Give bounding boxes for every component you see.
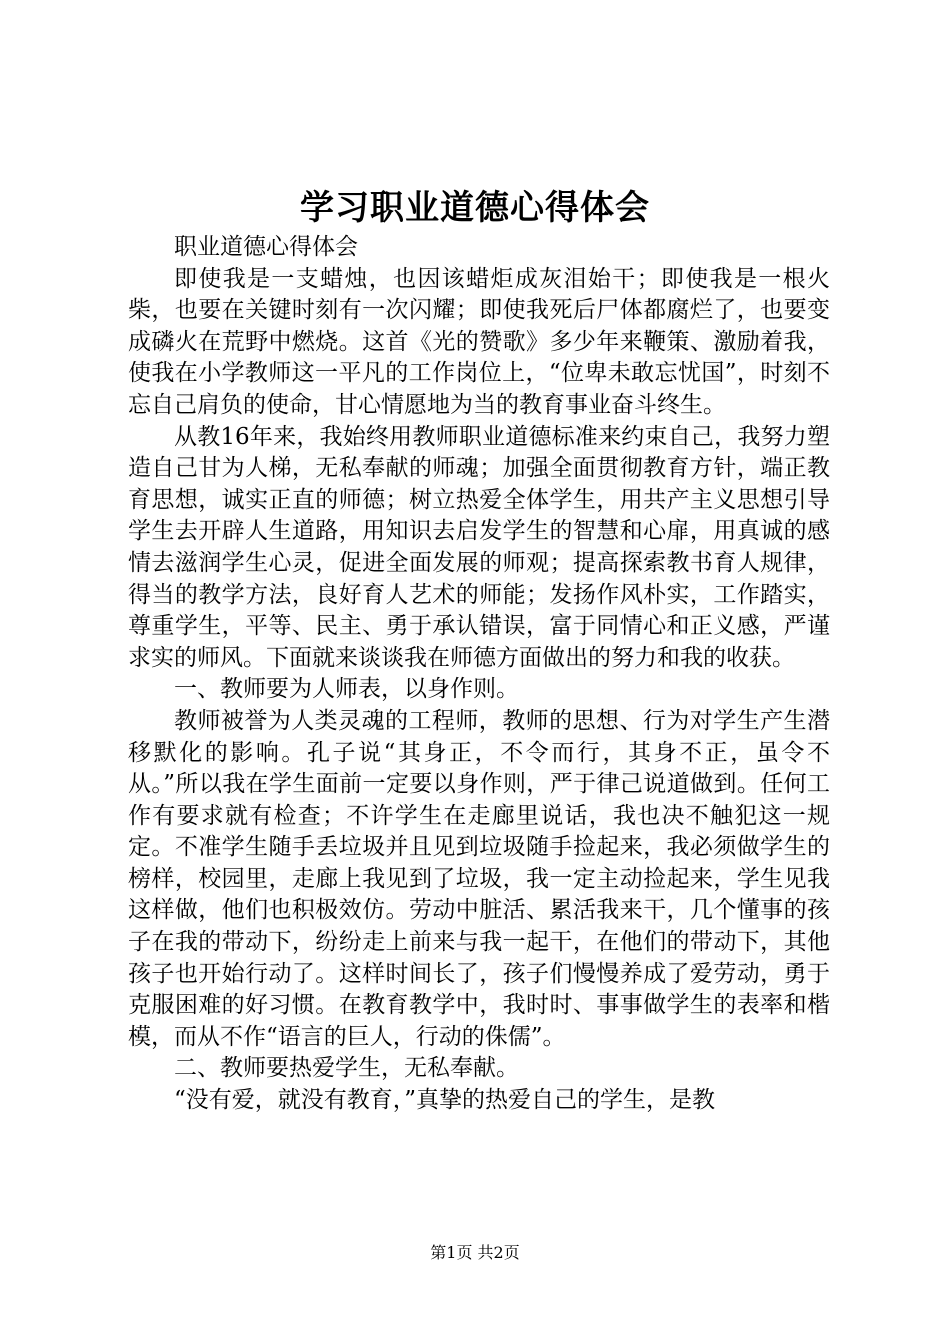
page-total: 共2页 bbox=[477, 1243, 520, 1262]
paragraph: 即使我是一支蜡烛，也因该蜡炬成灰泪始干；即使我是一根火柴，也要在关键时刻有一次闪耀；即使我死后尸体都腐烂了，也要变成磷火在荒野中燃烧。这首《光的赞歌》多少年来鞭策、激励着我，使我在小学教师这一平凡的工作岗位上，“位卑未敢忘忧国”，时刻不忘自己肩负的使命，甘心情愿地为当的教育事业奋斗终生。 bbox=[128, 265, 830, 418]
page-footer bbox=[0, 1242, 950, 1264]
paragraph: 从教16年来，我始终用教师职业道德标准来约束自己，我努力塑造自己甘为人梯，无私奉献的师魂；加强全面贯彻教育方针，端正教育思想，诚实正直的师德；树立热爱全体学生，用共产主义思想引导学生去开辟人生道路，用知识去启发学生的智慧和心扉，用真诚的感情去滋润学生心灵，促进全面发展的师观；提高探索教书育人规律，得当的教学方法，良好育人艺术的师能；发扬作风朴实，工作踏实，尊重学生，平等、民主、勇于承认错误，富于同情心和正义感，严谨求实的师风。下面就来谈谈我在师德方面做出的努力和我的收获。 bbox=[128, 423, 830, 671]
paragraph: 教师被誉为人类灵魂的工程师，教师的思想、行为对学生产生潜移默化的影响。孔子说“其身正，不令而行，其身不正，虽令不从。”所以我在学生面前一定要以身作则，严于律己说道做到。任何工作有要求就有检查；不许学生在走廊里说话，我也决不触犯这一规定。不准学生随手丢垃圾并且见到垃圾随手捡起来，我必须做学生的榜样，校园里，走廊上我见到了垃圾，我一定主动捡起来，学生见我这样做，他们也积极效仿。劳动中脏活、累活我来干，几个懂事的孩子在我的带动下，纷纷走上前来与我一起干，在他们的带动下，其他孩子也开始行动了。这样时间长了，孩子们慢慢养成了爱劳动，勇于克服困难的好习惯。在教育教学中，我时时、事事做学生的表率和楷模，而从不作“语言的巨人，行动的侏儒”。 bbox=[128, 707, 830, 1050]
page-number: 第1页 bbox=[430, 1243, 473, 1262]
section-heading: 一、教师要为人师表，以身作则。 bbox=[174, 676, 519, 703]
paragraph: “没有爱，就没有教育，”真挚的热爱自己的学生，是教 bbox=[174, 1087, 716, 1114]
document-title: 学习职业道德心得体会 bbox=[300, 188, 650, 228]
section-heading: 二、教师要热爱学生，无私奉献。 bbox=[174, 1055, 519, 1082]
document-body bbox=[128, 232, 830, 1117]
paragraph-subtitle: 职业道德心得体会 bbox=[174, 234, 358, 260]
